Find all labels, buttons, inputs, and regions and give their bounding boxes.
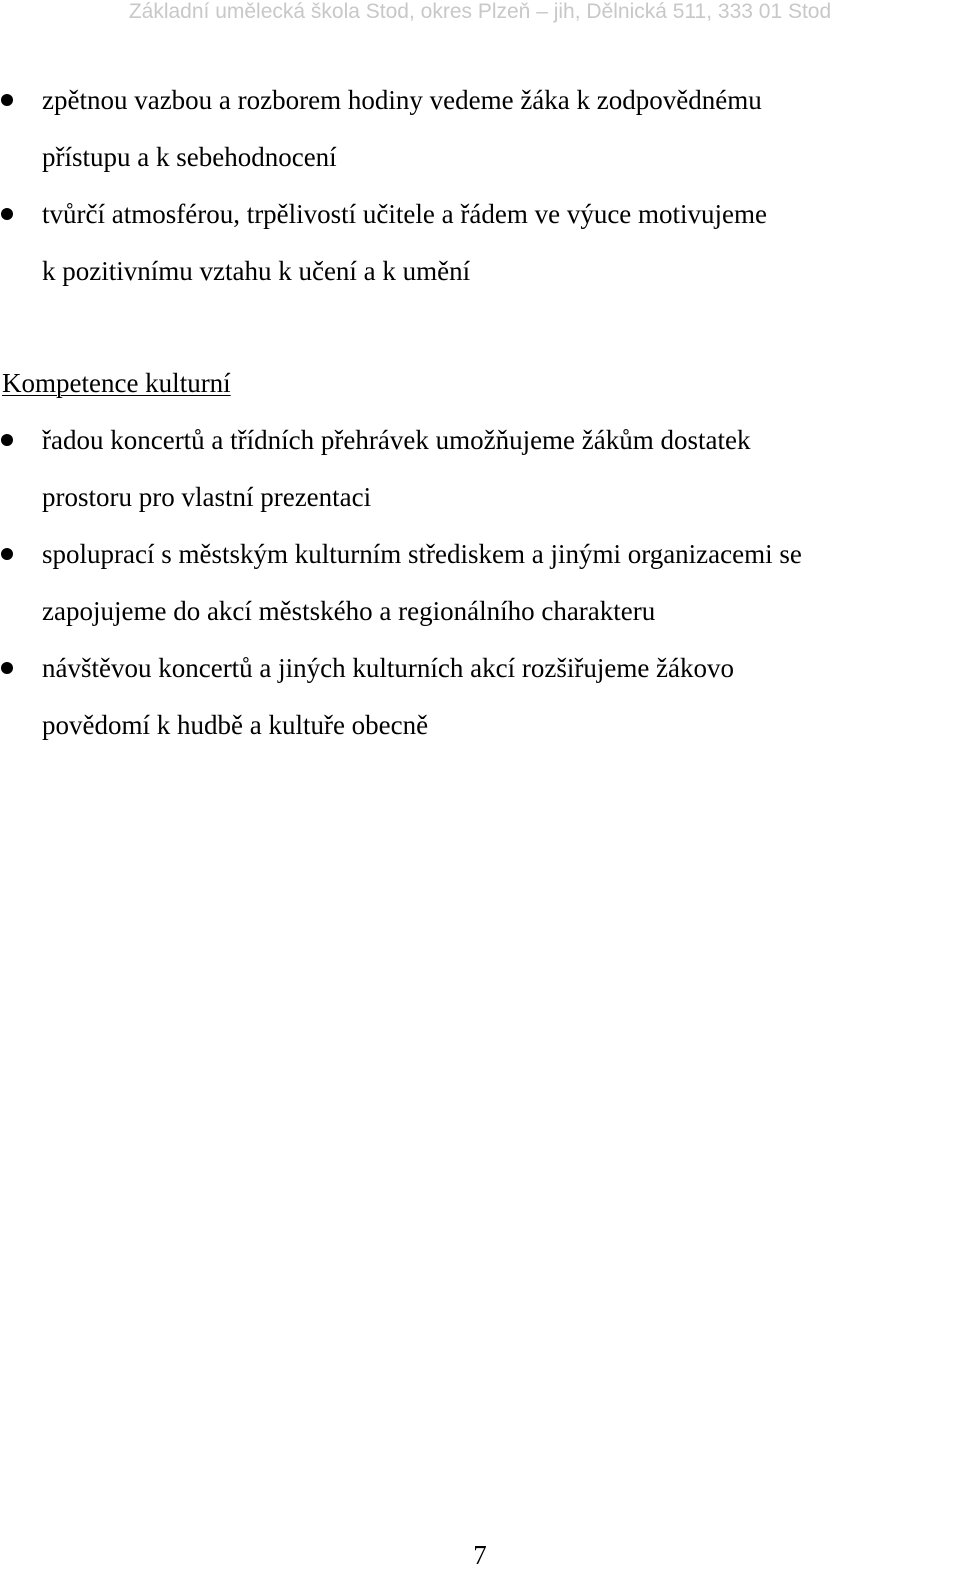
section-heading: Kompetence kulturní [2,368,231,398]
page-number: 7 [473,1540,487,1570]
list-item [0,640,960,754]
bullet-list-one [0,72,960,300]
page-header: Základní umělecká škola Stod, okres Plzeň – jih, Dělnická 511, 333 01 Stod [128,0,832,23]
list-item-line: zpětnou vazbou a rozborem hodiny vedeme žáka k zodpovědnému [42,85,762,115]
list-item [0,186,960,300]
bullet-icon [1,94,13,106]
bullet-icon [1,208,13,220]
bullet-icon [1,434,13,446]
list-item-line: zapojujeme do akcí městského a regionálního charakteru [42,596,656,626]
list-item-line: prostoru pro vlastní prezentaci [42,482,372,512]
list-item-line: povědomí k hudbě a kultuře obecně [42,710,429,740]
list-item-line: tvůrčí atmosférou, trpělivostí učitele a řádem ve výuce motivujeme [42,199,768,229]
list-item-line: návštěvou koncertů a jiných kulturních akcí rozšiřujeme žákovo [42,653,735,683]
list-item-line: přístupu a k sebehodnocení [42,142,337,172]
list-item [0,526,960,640]
bullet-icon [1,662,13,674]
list-item-line: řadou koncertů a třídních přehrávek umožňujeme žákům dostatek [42,425,751,455]
bullet-icon [1,548,13,560]
list-item [0,412,960,526]
list-item-line: k pozitivnímu vztahu k učení a k umění [42,256,471,286]
list-item [0,72,960,186]
bullet-list-two [0,412,960,754]
list-item-line: spoluprací s městským kulturním střediskem a jinými organizacemi se [42,539,802,569]
section-spacer [0,300,960,355]
document-body [0,72,960,754]
